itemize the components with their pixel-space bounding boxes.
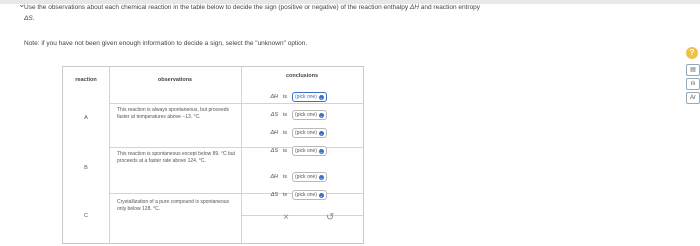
is-label: is <box>283 94 287 100</box>
is-label: is <box>283 174 287 180</box>
chevron-down-icon: ⌄ <box>319 174 324 180</box>
instructions-text: Use the observations about each chemical reaction in the table below to decide the sign (positive or negative) of the reaction enthalpy <box>24 4 409 11</box>
pick-label: (pick one) <box>295 148 317 154</box>
note-text: Note: if you have not been given enough information to decide a sign, select the "unknown" option. <box>24 40 308 47</box>
pick-ds-b[interactable] <box>292 146 327 156</box>
calculator-icon[interactable]: ▤ <box>686 64 700 76</box>
is-label: is <box>283 148 287 154</box>
delta-h-label: ΔH <box>270 174 278 180</box>
undo-button[interactable]: ↺ <box>326 212 335 223</box>
row-divider <box>241 215 363 216</box>
help-icon[interactable]: ? <box>686 47 698 59</box>
pick-dh-c[interactable] <box>292 172 327 182</box>
chevron-down-icon: ⌄ <box>319 94 324 100</box>
pick-label: (pick one) <box>295 112 317 118</box>
observation-c: Crystallization of a pure compound is spontaneous only below 128. °C. <box>117 199 230 212</box>
header-reaction: reaction <box>75 77 97 83</box>
chevron-down-icon[interactable]: ⌄ <box>18 0 26 9</box>
observation-a: This reaction is always spontaneous, but proceeds faster at temperatures above −13. °C. <box>117 107 230 120</box>
conclusion-a-ds <box>256 110 327 120</box>
chevron-down-icon: ⌄ <box>319 148 324 154</box>
row-label-b: B <box>84 165 88 171</box>
delta-s-label: ΔS <box>270 192 278 198</box>
conclusion-b-dh <box>256 128 327 138</box>
header-observations: observations <box>157 77 193 83</box>
delta-s-label: ΔS <box>270 148 278 154</box>
row-label-c: C <box>84 213 88 219</box>
header-conclusions: conclusions <box>285 73 319 79</box>
chevron-down-icon: ⌄ <box>319 112 324 118</box>
pick-label: (pick one) <box>295 174 317 180</box>
conclusion-c-ds <box>256 190 327 200</box>
pick-dh-b[interactable] <box>292 128 327 138</box>
delta-s-symbol: ΔS. <box>24 15 35 22</box>
column-divider <box>241 67 242 243</box>
clear-button[interactable]: × <box>283 212 289 223</box>
pick-ds-a[interactable] <box>292 110 327 120</box>
row-label-a: A <box>84 115 88 121</box>
observation-b: This reaction is spontaneous except below 89. °C but proceeds at a faster rate above 124. °C. <box>117 151 235 164</box>
is-label: is <box>283 130 287 136</box>
periodic-table-icon[interactable]: Ar <box>686 92 700 104</box>
is-label: is <box>283 192 287 198</box>
instructions <box>24 2 674 24</box>
instructions-text-2: and reaction entropy <box>420 4 481 11</box>
is-label: is <box>283 112 287 118</box>
row-divider <box>109 103 363 104</box>
chevron-down-icon: ⌄ <box>319 192 324 198</box>
pick-label: (pick one) <box>295 130 317 136</box>
column-divider <box>109 67 110 243</box>
pick-label: (pick one) <box>295 192 317 198</box>
chevron-down-icon: ⌄ <box>319 130 324 136</box>
chart-icon[interactable]: ılı <box>686 78 700 90</box>
delta-s-label: ΔS <box>270 112 278 118</box>
delta-h-label: ΔH <box>270 130 278 136</box>
pick-label: (pick one) <box>295 94 317 100</box>
pick-ds-c[interactable] <box>292 190 327 200</box>
pick-dh-a[interactable] <box>292 92 327 102</box>
conclusion-b-ds <box>256 146 327 156</box>
conclusion-c-dh <box>256 172 327 182</box>
delta-h-symbol: ΔH <box>409 4 419 11</box>
delta-h-label: ΔH <box>270 94 278 100</box>
conclusion-a-dh <box>256 92 327 102</box>
